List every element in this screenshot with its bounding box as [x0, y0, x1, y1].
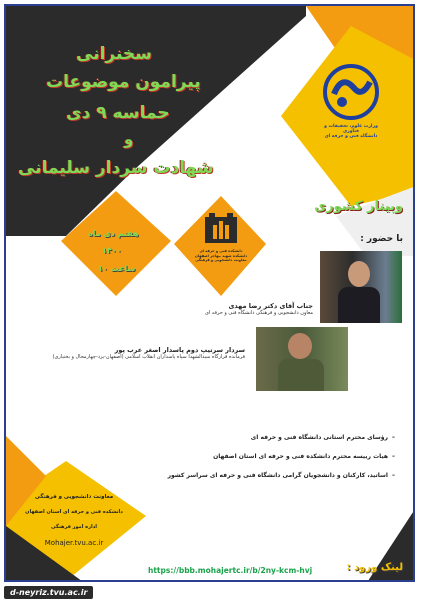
invitee-1: – رؤسای محترم استانی دانشگاه فنی و حرفه ای	[251, 434, 395, 441]
event-type: وبینار کشوری	[314, 199, 403, 214]
date-time: ساعت ۱۰	[98, 264, 136, 273]
invitee-2: – هیات رییسه محترم دانشکده فنی و حرفه ای استان اصفهان	[213, 453, 395, 460]
guest-2-role: فرمانده قرارگاه سیدالشهدا سپاه پاسداران انقلاب اسلامی (اصفهان-یزد-چهارمحال و بختیاری)	[52, 354, 245, 360]
organizer-line-3: اداره امور فرهنگی	[51, 524, 97, 530]
center-logo	[192, 211, 250, 263]
title-line-5: شهادت سردار سلیمانی	[18, 158, 214, 178]
watermark: d-neyriz.tvu.ac.ir	[4, 586, 93, 599]
poster	[4, 4, 415, 582]
date-year: ۱۴۰۰	[102, 246, 122, 255]
organizer-block	[24, 494, 124, 547]
guest-1-photo	[320, 251, 402, 323]
link-url[interactable]: https://bbb.mohajertc.ir/b/2ny-kcm-hvj	[148, 566, 313, 575]
organizer-line-2: دانشکده فنی و حرفه ای استان اصفهان	[25, 509, 123, 515]
guest-1-name: جناب آقای دکتر رضا مهدی	[228, 302, 313, 310]
guest-1-role: معاون دانشجویی و فرهنگی دانشگاه فنی و حرفه ای	[205, 310, 313, 316]
guest-2-info	[53, 346, 245, 360]
attendance-label: با حضور :	[360, 234, 403, 244]
organizer-line-1: معاونت دانشجویی و فرهنگی	[34, 494, 114, 500]
date-day: هفتم دی ماه	[88, 229, 139, 238]
guest-1-info	[205, 302, 313, 316]
title-line-1: سخنرانی	[76, 44, 152, 64]
title-line-2: پیرامون موضوعات	[46, 72, 201, 92]
title-line-4: و	[124, 130, 134, 148]
organizer-website[interactable]: Mohajer.tvu.ac.ir	[44, 539, 104, 547]
link-label: لینک ورود :	[346, 562, 403, 573]
title-line-3: حماسه ۹ دی	[66, 103, 170, 123]
guest-2-photo	[256, 327, 348, 391]
invitee-3: – اساتید، کارکنان و دانشجویان گرامی دانشگاه فنی و حرفه ای سراسر کشور	[168, 472, 395, 479]
ministry-logo	[320, 64, 382, 139]
university-emblem-icon	[201, 211, 241, 245]
ministry-caption: وزارت علوم، تحقیقات و فناوری دانشگاه فنی و حرفه ای	[324, 124, 378, 139]
center-logo-caption: دانشکده فنی و حرفه ای دانشکده شهید مهاجر اصفهان معاونت دانشجویی و فرهنگی	[194, 249, 248, 263]
tvu-logo-icon	[320, 64, 382, 120]
guest-2-name: سردار سرتیپ دوم پاسدار اصغر عرب پور	[114, 346, 245, 354]
